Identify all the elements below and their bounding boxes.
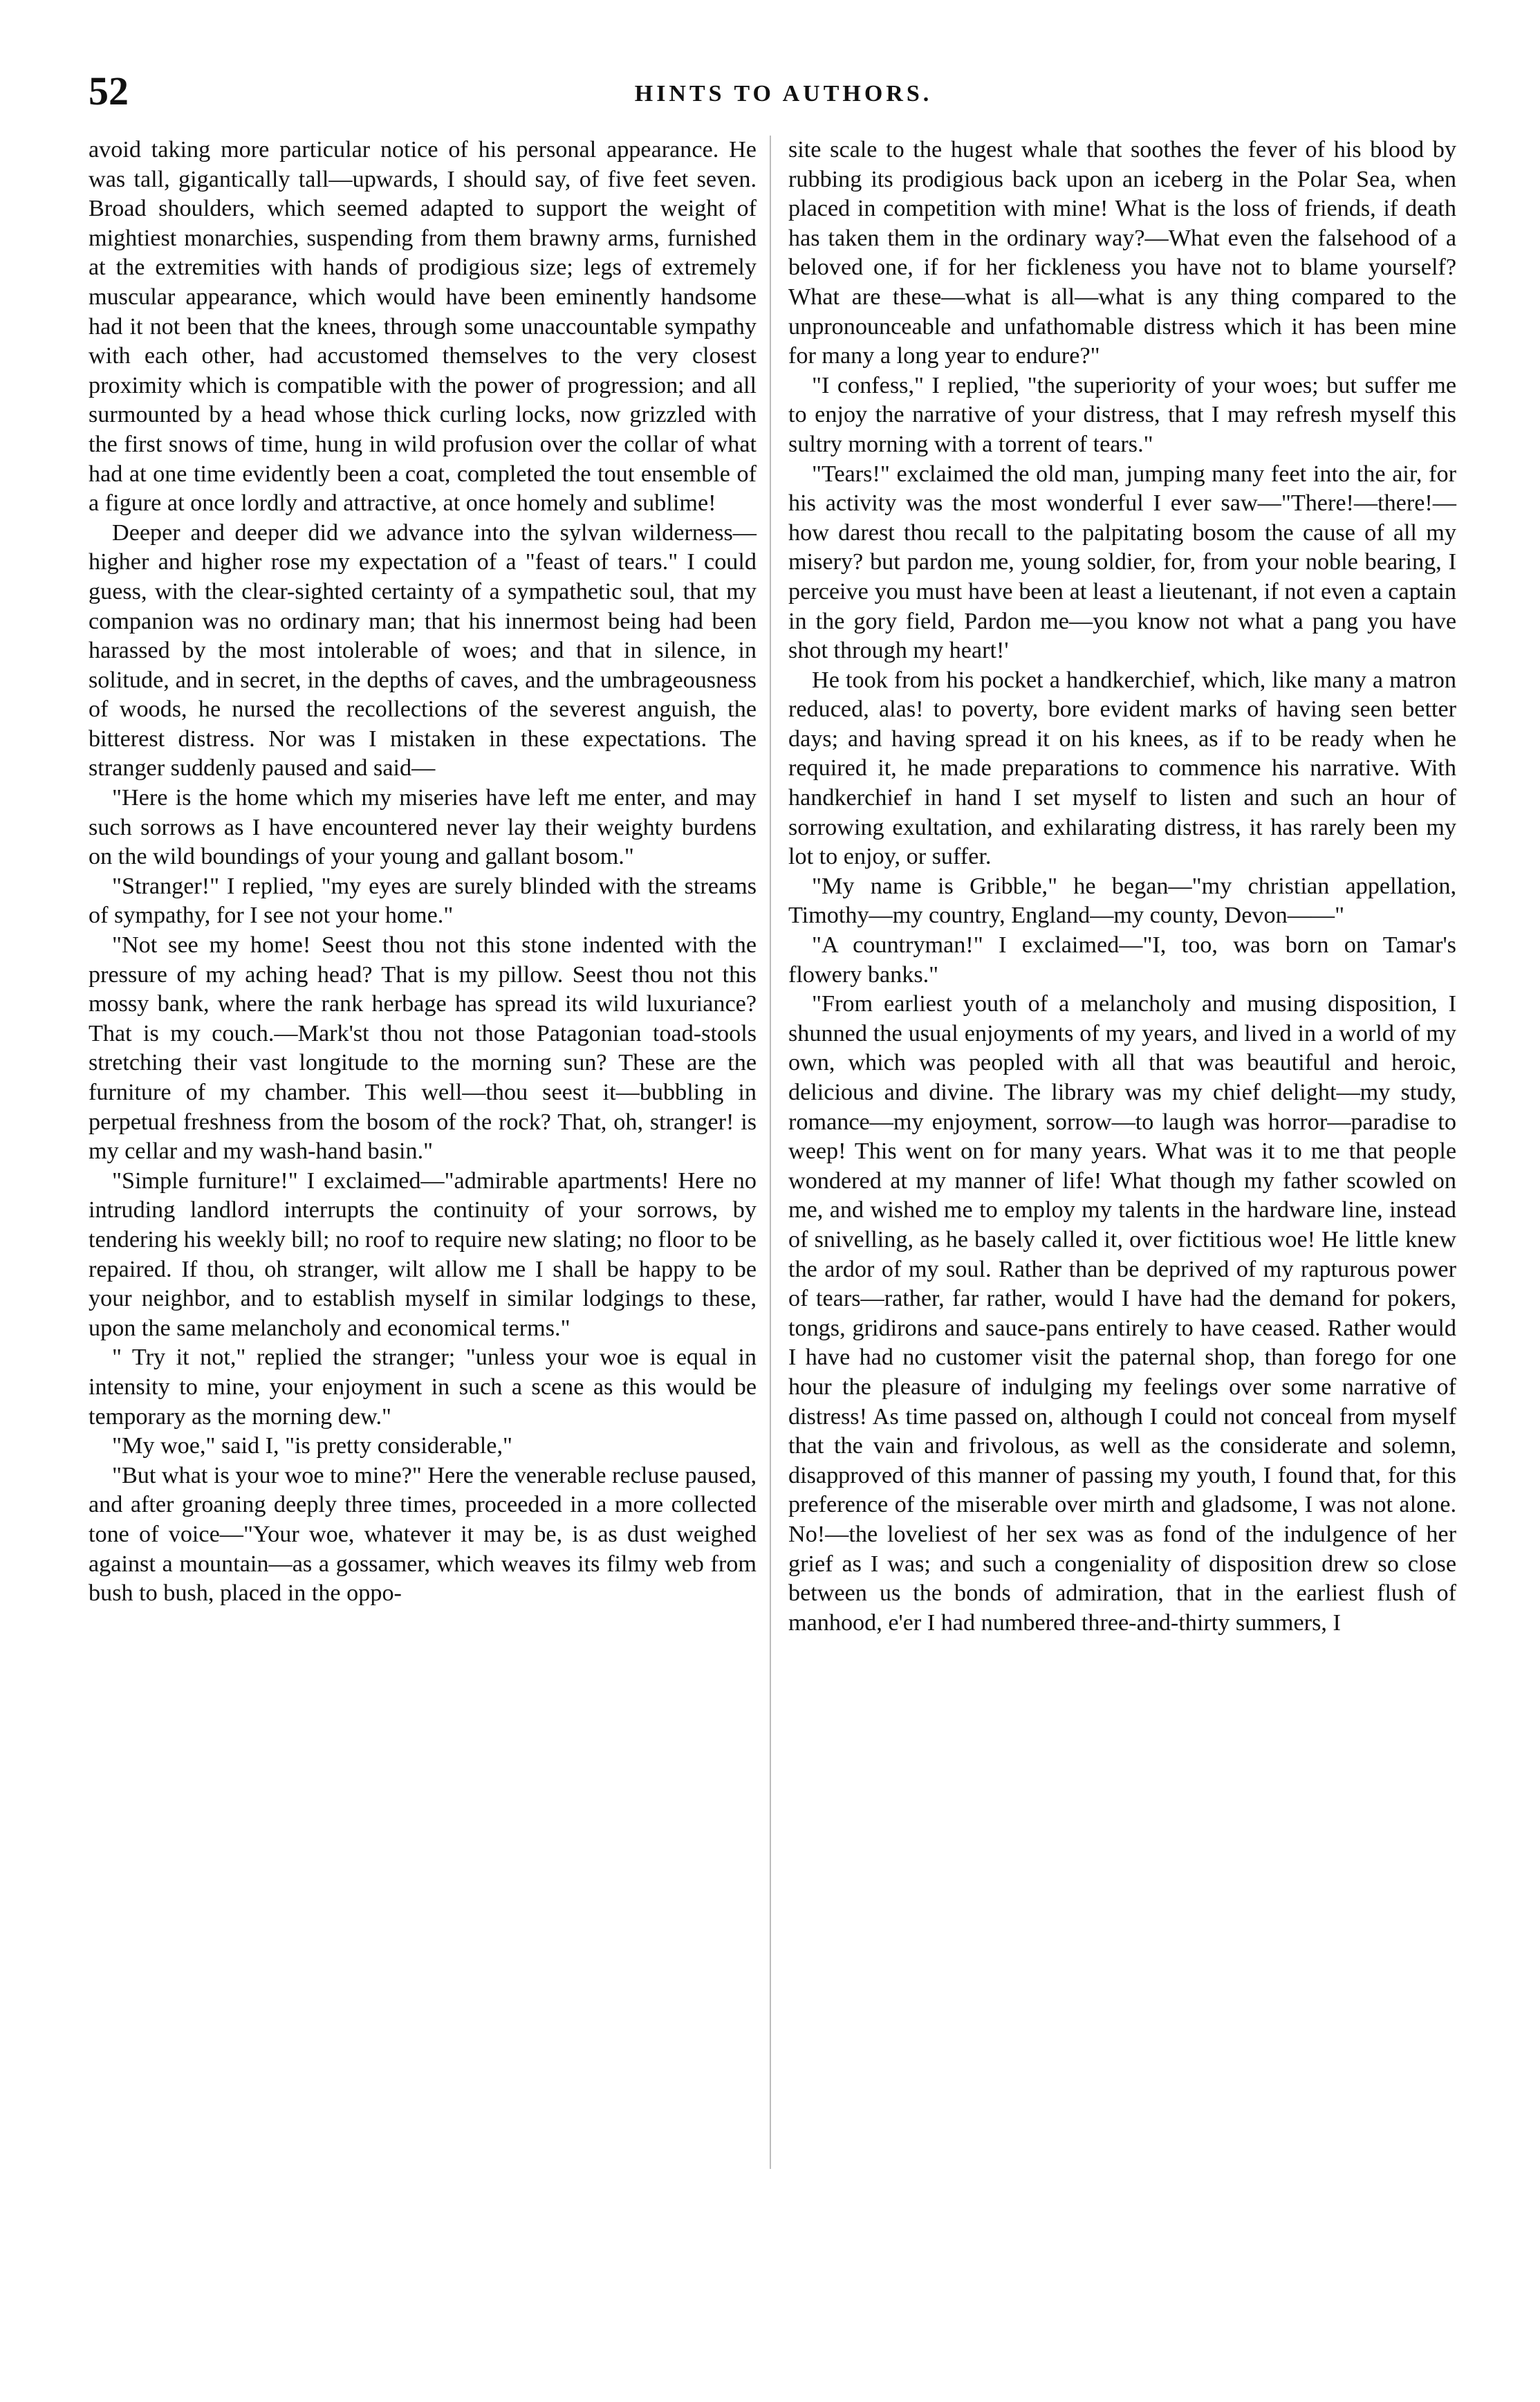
paragraph: "Not see my home! Seest thou not this stone indented with the pressure of my aching head? That is my pillow. Seest thou not this mossy bank, where the rank herbage has spread its wild luxuriance? That is my couch.—Mark'st thou not those Patagonian toad-stools stretching their vast longitude to the morning sun? These are the furniture of my chamber. This well—thou seest it—bubbling in perpetual freshness from the bosom of the rock? That, oh, stranger! is my cellar and my wash-hand basin." bbox=[89, 932, 757, 1165]
paragraph: "From earliest youth of a melancholy and musing disposition, I shunned the usual enjoyments of my years, and lived in a world of my own, which was peopled with all that was beautiful and heroic, delicious and divine. The library was my chief delight—my study, romance—my enjoyment, sorrow—to laugh was horror—paradise to weep! This went on for many years. What was it to me that people wondered at my manner of life! What though my father scowled on me, and wished me to employ my talents in the hardware line, instead of snivelling, as he basely called it, over fictitious woe! He little knew the ardor of my soul. Rather than be deprived of my rapturous power of tears—rather, far rather, would I have had the demand for pokers, tongs, gridirons and sauce-pans entirely to have ceased. Rather would I have had no customer visit the paternal shop, than forego for one hour the pleasure of indulging my feelings over some narrative of distress! As time passed on, although I could not conceal from myself that the vain and frivolous, as well as the considerate and solemn, disapproved of this manner of passing my youth, I found that, for this preference of the miserable over mirth and gladsome, I was not alone. No!—the loveliest of her sex was as fond of the indulgence of her grief as I was; and such a congeniality of disposition drew so close between us the bonds of admiration, that in the earliest flush of manhood, e'er I had numbered three-and-thirty summers, I bbox=[788, 991, 1456, 1636]
running-head: HINTS TO AUTHORS. bbox=[634, 81, 933, 107]
page-header bbox=[89, 64, 1478, 133]
paragraph: "But what is your woe to mine?" Here the venerable recluse paused, and after groaning deeply three times, proceeded in a more collected tone of voice—"Your woe, whatever it may be, is as dust weighed against a mountain—as a gossamer, which weaves its filmy web from bush to bush, placed in the oppo- bbox=[89, 1462, 757, 1607]
paragraph: "My woe," said I, "is pretty considerable," bbox=[112, 1433, 512, 1459]
paragraph: "Simple furniture!" I exclaimed—"admirable apartments! Here no intruding landlord interrupts the continuity of your sorrows, by tendering his weekly bill; no roof to require new slating; no floor to be repaired. If thou, oh stranger, wilt allow me I shall be happy to be your neighbor, and to establish myself in similar lodgings to these, upon the same melancholy and economical terms." bbox=[89, 1167, 757, 1341]
paragraph: " Try it not," replied the stranger; "unless your woe is equal in intensity to mine, your enjoyment in such a scene as this would be temporary as the morning dew." bbox=[89, 1345, 757, 1430]
paragraph: "Here is the home which my miseries have left me enter, and may such sorrows as I have encountered never lay their weighty burdens on the wild boundings of your young and gallant bosom." bbox=[89, 785, 757, 870]
paragraph: site scale to the hugest whale that soothes the fever of his blood by rubbing its prodigious back upon an iceberg in the Polar Sea, when placed in competition with mine! What is the loss of friends, if death has taken them in the ordinary way?—What even the falsehood of a beloved one, if for her fickleness you have not to blame yourself? What are these—what is all—what is any thing compared to the unpronounceable and unfathomable distress which it has been mine for many a long year to endure?" bbox=[788, 137, 1456, 369]
left-column bbox=[89, 136, 757, 1609]
paragraph: "Tears!" exclaimed the old man, jumping many feet into the air, for his activity was the most wonderful I ever saw—"There!—there!—how darest thou recall to the palpitating bosom the cause of all my misery? but pardon me, young soldier, for, from your noble bearing, I perceive you must have been at least a lieutenant, if not even a captain in the gory field, Pardon me—you know not what a pang you have shot through my heart!' bbox=[788, 461, 1456, 664]
paragraph: avoid taking more particular notice of his personal appearance. He was tall, gigantically tall—upwards, I should say, of five feet seven. Broad shoulders, which seemed adapted to support the weight of mightiest monarchies, suspending from them brawny arms, furnished at the extremities with hands of prodigious size; legs of extremely muscular appearance, which would have been eminently handsome had it not been that the knees, through some unaccountable sympathy with each other, had accustomed themselves to the very closest proximity which is compatible with the power of progression; and all surmounted by a head whose thick curling locks, now grizzled with the first snows of time, hung in wild profusion over the collar of what had at one time evidently been a coat, completed the tout ensemble of a figure at once lordly and attractive, at once homely and sublime! bbox=[89, 137, 757, 517]
paragraph: "I confess," I replied, "the superiority of your woes; but suffer me to enjoy the narrative of your distress, that I may refresh myself this sultry morning with a torrent of tears." bbox=[788, 372, 1456, 457]
paragraph: Deeper and deeper did we advance into the sylvan wilderness—higher and higher rose my expectation of a "feast of tears." I could guess, with the clear-sighted certainty of a sympathetic soul, that my companion was no ordinary man; that his innermost being had been harassed by the most intolerable of woes; and that in silence, in solitude, and in secret, in the depths of caves, and the umbrageousness of woods, he nursed the recollections of the severest anguish, the bitterest distress. Nor was I mistaken in these expectations. The stranger suddenly paused and said— bbox=[89, 519, 757, 782]
paragraph: "A countryman!" I exclaimed—"I, too, was born on Tamar's flowery banks." bbox=[788, 932, 1456, 988]
paragraph: "My name is Gribble," he began—"my christian appellation, Timothy—my country, England—my county, Devon——" bbox=[788, 873, 1456, 929]
paragraph: He took from his pocket a handkerchief, which, like many a matron reduced, alas! to poverty, bore evident marks of having seen better days; and having spread it on his knees, as if to be ready when he required it, he made preparations to commence his narrative. With handkerchief in hand I set myself to listen and such an hour of sorrowing exultation, and exhilarating distress, it has rarely been my lot to enjoy, or suffer. bbox=[788, 667, 1456, 870]
paragraph: "Stranger!" I replied, "my eyes are surely blinded with the streams of sympathy, for I see not your home." bbox=[89, 873, 757, 929]
right-column bbox=[788, 136, 1456, 1638]
text-columns bbox=[89, 136, 1478, 2349]
page-number: 52 bbox=[89, 68, 129, 113]
